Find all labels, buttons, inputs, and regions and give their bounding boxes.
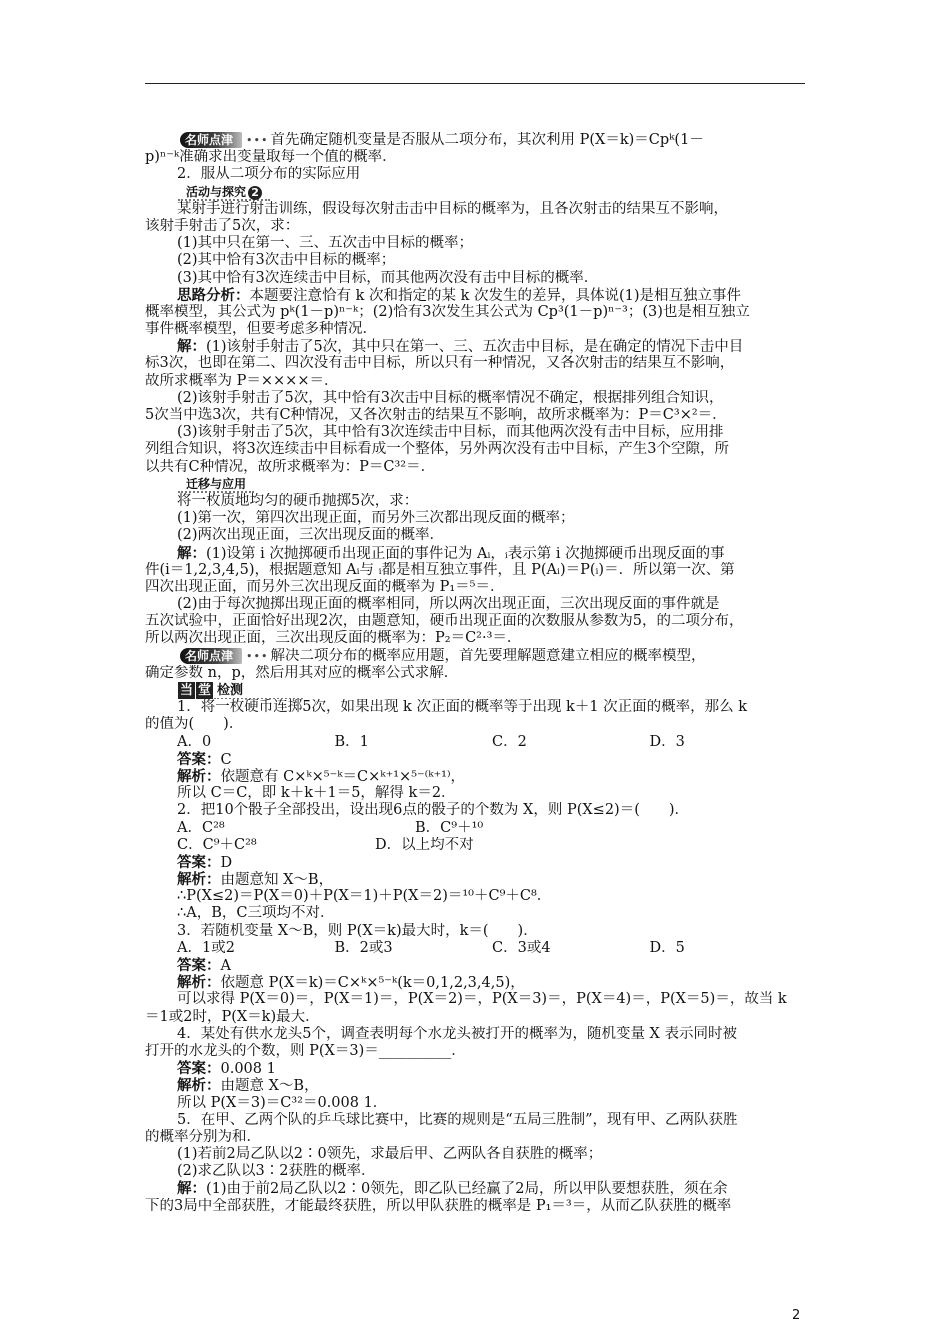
option-a: A．0 (177, 733, 212, 750)
explanation-line: 解析：由题意知 X～B， (177, 871, 334, 889)
solution-line: 解：(1)由于前2局乙队以2∶0领先，即乙队已经赢了2局，所以甲队要想获胜，须在余 (177, 1180, 728, 1198)
mingshi-badge: 名师点津 (180, 132, 242, 148)
question-2: 2．把10个骰子全部投出，设出现6点的骰子的个数为 X，则 P(X≤2)＝( )． (177, 802, 690, 819)
option-c: C．3或4 (492, 939, 551, 956)
text-line: 将一枚质地均匀的硬币抛掷5次，求： (177, 492, 419, 509)
text-line: ＝1或2时，P(X＝k)最大． (145, 1008, 320, 1025)
text-line: 概率模型，其公式为 pᵏ(1－p)ⁿ⁻ᵏ；(2)恰有3次发生其公式为 Cp³(1－p)ⁿ⁻³；(3)也是相互独立 (145, 303, 750, 320)
question-4: 4．某处有供水龙头5个，调查表明每个水龙头被打开的概率为，随机变量 X 表示同时被 (177, 1025, 737, 1042)
text-line: (1)第一次，第四次出现正面，而另外三次都出现反面的概率； (177, 510, 575, 527)
text-line: 以共有C种情况，故所求概率为：P＝C³²＝． (145, 458, 436, 475)
text-line: 确定参数 n，p，然后用其对应的概率公式求解． (145, 664, 459, 681)
text-line: 下的3局中全部获胜，才能最终获胜，所以甲队获胜的概率是 P₁＝³＝，从而乙队获胜的概率 (145, 1197, 732, 1214)
text-line: ∴P(X≤2)＝P(X＝0)＋P(X＝1)＋P(X＝2)＝¹⁰＋C⁹＋C⁸． (177, 888, 552, 905)
text-line: 四次出现正面，而另外三次出现反面的概率为 P₁＝⁵＝． (145, 578, 505, 595)
option-b: B．1 (334, 733, 369, 750)
answer-line: 答案：0.008 1 (177, 1060, 276, 1078)
text-line: (3)其中恰有3次连续击中目标，而其他两次没有击中目标的概率． (177, 269, 599, 286)
text-line: 五次试验中，正面恰好出现2次，由题意知，硬币出现正面的次数服从参数为5，的二项分布， (145, 613, 744, 630)
explanation-line: 解析：由题意 X～B， (177, 1077, 319, 1095)
tip-line-1 (145, 132, 807, 149)
answer-line: 答案：C (177, 750, 232, 768)
text-line: (2)该射手射击了5次，其中恰有3次击中目标的概率情况不确定，根据排列组合知识， (177, 389, 724, 406)
dots-decoration: ••• (246, 649, 269, 663)
tip-line-2: 名师点津 ••• 解决二项分布的概率应用题，首先要理解题意建立相应的概率模型， (145, 648, 807, 665)
page-content (145, 132, 807, 1215)
q3-options (145, 940, 807, 957)
text-line: 所以两次出现正面，三次出现反面的概率为：P₂＝C²·³＝． (145, 630, 522, 647)
header-rule (145, 83, 805, 84)
dots-decoration: ••• (246, 134, 269, 147)
text-line: (3)该射手射击了5次，其中恰有3次连续击中目标，而其他两次没有击中目标，应用排 (177, 424, 724, 441)
text-line: 打开的水龙头的个数，则 P(X＝3)＝__________． (145, 1042, 466, 1059)
text-line: 首先确定随机变量是否服从二项分布，其次利用 P(X＝k)＝Cpᵏ(1－ (270, 132, 704, 148)
text-line: 的值为( )． (145, 716, 244, 733)
mingshi-badge: 名师点津 (180, 648, 242, 664)
text-line: 事件概率模型，但要考虑多种情况． (145, 321, 377, 338)
explanation-line: 解析：依题意 P(X＝k)＝C×ᵏ×⁵⁻ᵏ(k＝0,1,2,3,4,5)， (177, 974, 525, 992)
question-5: 5．在甲、乙两个队的乒乓球比赛中，比赛的规则是“五局三胜制”，现有甲、乙两队获胜 (177, 1111, 738, 1128)
text-line: 列组合知识，将3次连续击中目标看成一个整体，另外两次没有击中目标，产生3个空隙，所 (145, 441, 729, 458)
text-line: (2)求乙队以3∶2获胜的概率． (177, 1163, 376, 1180)
solution-line: 解：(1)设第 i 次抛掷硬币出现正面的事件记为 Aᵢ，ᵢ表示第 i 次抛掷硬币出现反面的事 (177, 544, 725, 562)
activity-band-line (145, 184, 807, 201)
q2-options-row2: C．C⁹＋C²⁸ D．以上均不对 (177, 836, 474, 853)
text-line: (2)两次出现正面，三次出现反面的概率． (177, 527, 445, 544)
text-line: (1)其中只在第一、三、五次击中目标的概率； (177, 235, 474, 252)
text-line: 所以 P(X＝3)＝C³²＝0.008 1． (177, 1094, 388, 1111)
text-line: 故所求概率为 P＝××××＝． (145, 372, 339, 389)
solution-line: 解：(1)该射手射击了5次，其中只在第一、三、五次击中目标，是在确定的情况下击中目 (177, 338, 744, 356)
question-1: 1．将一枚硬币连掷5次，如果出现 k 次正面的概率等于出现 k＋1 次正面的概率，那么 k (177, 699, 748, 716)
question-3: 3．若随机变量 X～B，则 P(X＝k)最大时，k＝( )． (177, 922, 538, 939)
text-line: 件(i＝1,2,3,4,5)，根据题意知 Aᵢ与 ᵢ都是相互独立事件，且 P(Aᵢ)＝P(ᵢ)＝．所以第一次、第 (145, 561, 735, 578)
transfer-band: 迁移与应用 (178, 477, 254, 493)
dangtang-band: 当 堂 检测 (178, 682, 303, 699)
text-line: ∴A，B，C三项均不对． (177, 905, 335, 922)
text-line: 的概率分别为和． (145, 1128, 261, 1145)
option-a: A．1或2 (177, 939, 235, 956)
text-line: 某射手进行射击训练，假设每次射击击中目标的概率为，且各次射击的结果互不影响， (177, 200, 728, 217)
text-line: 标3次，也即在第二、四次没有击中目标，所以只有一种情况，又各次射击的结果互不影响， (145, 355, 735, 372)
q2-options-row1: A．C²⁸ B．C⁹＋¹⁰ (177, 819, 484, 836)
answer-line: 答案：A (177, 957, 231, 974)
text-line: p)ⁿ⁻ᵏ准确求出变量取每一个值的概率． (145, 149, 397, 166)
analysis-line: 思路分析：本题要注意恰有 k 次和指定的某 k 次发生的差异，具体说(1)是相互独立事件 (177, 286, 742, 304)
q1-options (145, 734, 807, 751)
section-heading: 2．服从二项分布的实际应用 (177, 166, 361, 183)
text-line: (2)其中恰有3次击中目标的概率； (177, 252, 396, 269)
text-line: (1)若前2局乙队以2∶0领先，求最后甲、乙两队各自获胜的概率； (177, 1146, 603, 1163)
explanation-line: 解析：依题意有 C×ᵏ×⁵⁻ᵏ＝C×ᵏ⁺¹×⁵⁻⁽ᵏ⁺¹⁾， (177, 767, 466, 785)
dangtang-band-line (145, 682, 807, 699)
page-number: 2 (792, 1308, 801, 1323)
option-b: B．2或3 (334, 939, 393, 956)
activity-band: 活动与探究 2 (178, 185, 270, 201)
option-d: D．5 (649, 939, 685, 956)
text-line: 该射手射击了5次，求： (145, 217, 300, 234)
text-line: 可以求得 P(X＝0)＝，P(X＝1)＝，P(X＝2)＝，P(X＝3)＝，P(X＝4)＝，P(X＝5)＝，故当 k (177, 991, 787, 1008)
transfer-band-line (145, 476, 807, 493)
text-line: 所以 C＝C，即 k＋k＋1＝5，解得 k＝2． (177, 785, 456, 802)
option-d: D．3 (649, 733, 685, 750)
answer-line: 答案：D (177, 853, 233, 871)
option-c: C．2 (492, 733, 527, 750)
text-line: (2)由于每次抛掷出现正面的概率相同，所以两次出现正面，三次出现反面的事件就是 (177, 596, 720, 613)
text-line: 5次当中选3次，共有C种情况，又各次射击的结果互不影响，故所求概率为：P＝C³×²＝． (145, 407, 727, 423)
